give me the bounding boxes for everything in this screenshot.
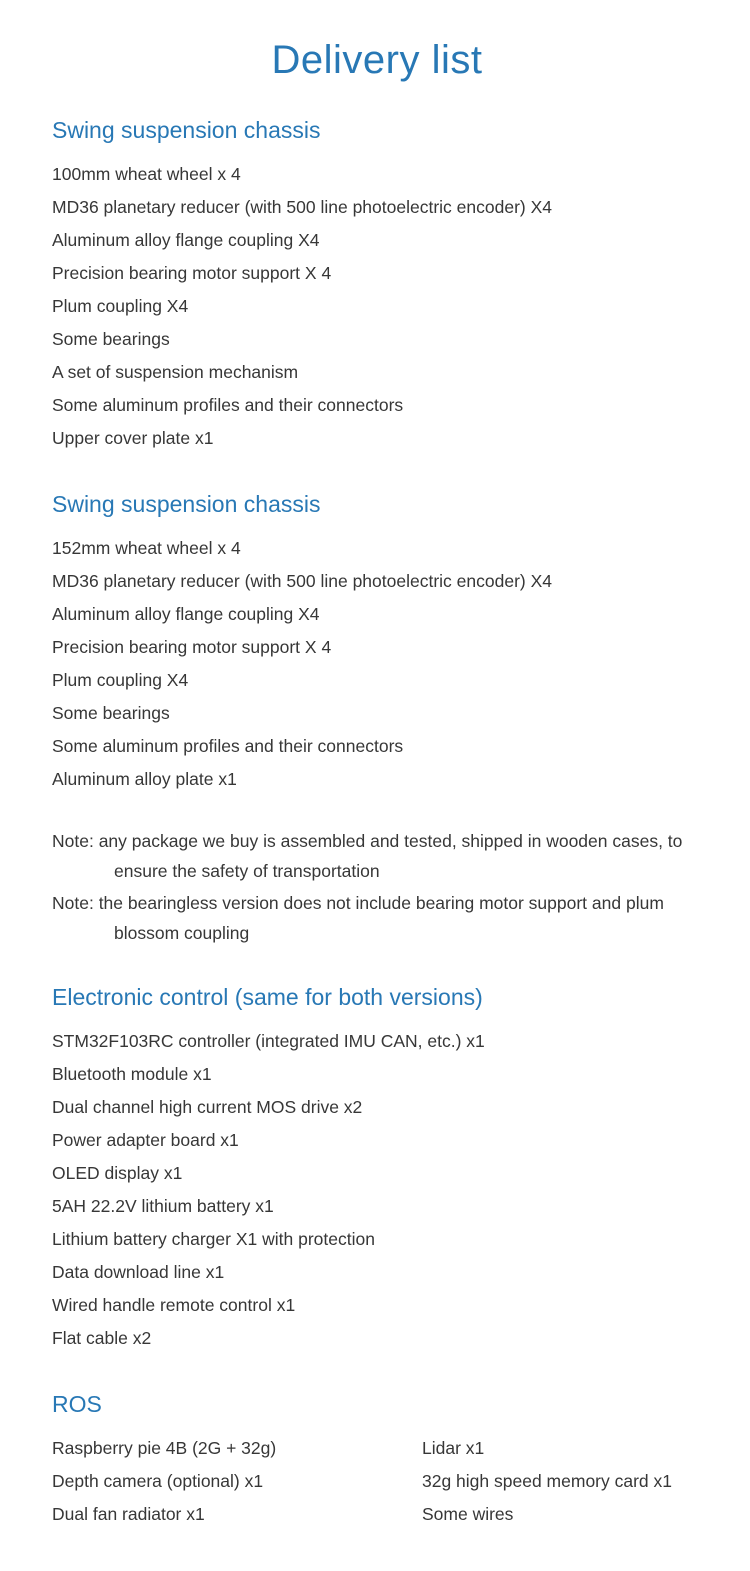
list-item: Aluminum alloy flange coupling X4 bbox=[52, 604, 320, 624]
list-item: 32g high speed memory card x1 bbox=[422, 1471, 672, 1491]
list-item: 5AH 22.2V lithium battery x1 bbox=[52, 1196, 274, 1216]
list-item: MD36 planetary reducer (with 500 line photoelectric encoder) X4 bbox=[52, 571, 552, 591]
item-list-swing-chassis-1 bbox=[52, 158, 702, 455]
list-item: Aluminum alloy flange coupling X4 bbox=[52, 230, 320, 250]
ros-column-right bbox=[422, 1432, 702, 1531]
list-item: Plum coupling X4 bbox=[52, 670, 189, 690]
ros-column-left bbox=[52, 1432, 422, 1531]
section-heading-electronic-control: Electronic control (same for both versions) bbox=[52, 984, 483, 1010]
item-list-swing-chassis-2 bbox=[52, 532, 702, 796]
list-item: Wired handle remote control x1 bbox=[52, 1295, 296, 1315]
list-item: MD36 planetary reducer (with 500 line photoelectric encoder) X4 bbox=[52, 197, 552, 217]
list-item: Bluetooth module x1 bbox=[52, 1064, 212, 1084]
list-item: Some wires bbox=[422, 1504, 514, 1524]
list-item: Data download line x1 bbox=[52, 1262, 225, 1282]
note: Note: the bearingless version does not include bearing motor support and plum blossom coupling bbox=[52, 893, 664, 943]
list-item: Precision bearing motor support X 4 bbox=[52, 263, 332, 283]
list-item: STM32F103RC controller (integrated IMU CAN, etc.) x1 bbox=[52, 1031, 485, 1051]
ros-columns bbox=[52, 1432, 702, 1531]
list-item: Dual channel high current MOS drive x2 bbox=[52, 1097, 363, 1117]
list-item: Some aluminum profiles and their connectors bbox=[52, 736, 404, 756]
list-item: Power adapter board x1 bbox=[52, 1130, 239, 1150]
list-item: OLED display x1 bbox=[52, 1163, 183, 1183]
list-item: Depth camera (optional) x1 bbox=[52, 1471, 264, 1491]
list-item: Aluminum alloy plate x1 bbox=[52, 769, 237, 789]
list-item: 100mm wheat wheel x 4 bbox=[52, 164, 241, 184]
list-item: 152mm wheat wheel x 4 bbox=[52, 538, 241, 558]
list-item: Plum coupling X4 bbox=[52, 296, 189, 316]
list-item: Precision bearing motor support X 4 bbox=[52, 637, 332, 657]
list-item: Flat cable x2 bbox=[52, 1328, 152, 1348]
page-title: Delivery list bbox=[271, 38, 483, 82]
section-heading-swing-chassis-2: Swing suspension chassis bbox=[52, 491, 321, 517]
notes-block bbox=[52, 826, 702, 948]
list-item: Lithium battery charger X1 with protection bbox=[52, 1229, 375, 1249]
list-item: Some bearings bbox=[52, 703, 170, 723]
list-item: Lidar x1 bbox=[422, 1438, 485, 1458]
note: Note: any package we buy is assembled and tested, shipped in wooden cases, to ensure the safety of transportation bbox=[52, 831, 683, 881]
section-heading-swing-chassis-1: Swing suspension chassis bbox=[52, 117, 321, 143]
section-heading-ros: ROS bbox=[52, 1391, 102, 1417]
list-item: Upper cover plate x1 bbox=[52, 428, 214, 448]
list-item: Raspberry pie 4B (2G + 32g) bbox=[52, 1438, 277, 1458]
item-list-electronic-control bbox=[52, 1025, 702, 1355]
list-item: A set of suspension mechanism bbox=[52, 362, 299, 382]
list-item: Some bearings bbox=[52, 329, 170, 349]
list-item: Dual fan radiator x1 bbox=[52, 1504, 205, 1524]
list-item: Some aluminum profiles and their connectors bbox=[52, 395, 404, 415]
